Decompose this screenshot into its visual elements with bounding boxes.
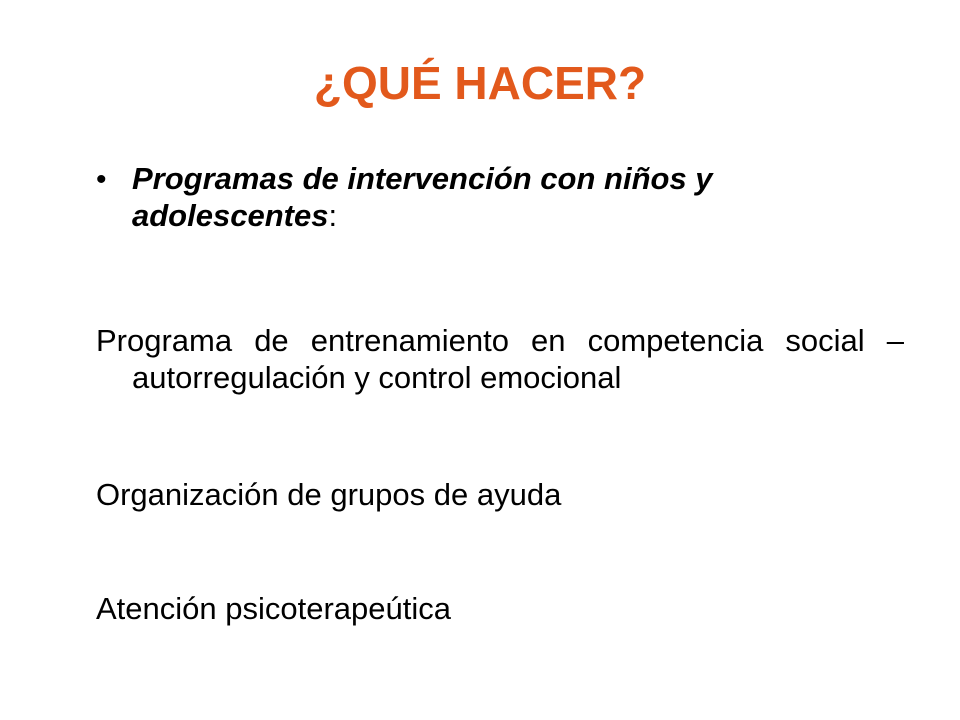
bullet-suffix-text: : — [328, 198, 338, 234]
item-psychotherapy: Atención psicoterapeútica — [96, 591, 452, 626]
item-competence-program: Programa de entrenamiento en competencia social – autorregulación y control emocional — [96, 323, 904, 396]
item-support-groups: Organización de grupos de ayuda — [96, 477, 562, 512]
bullet-marker-icon: • — [96, 163, 107, 196]
bullet-emphasis-text: Programas de intervención con niños y adolescentes — [132, 161, 713, 234]
bullet-text — [132, 160, 906, 234]
bullet-point — [96, 160, 906, 234]
slide-title: ¿QUÉ HACER? — [313, 57, 647, 109]
